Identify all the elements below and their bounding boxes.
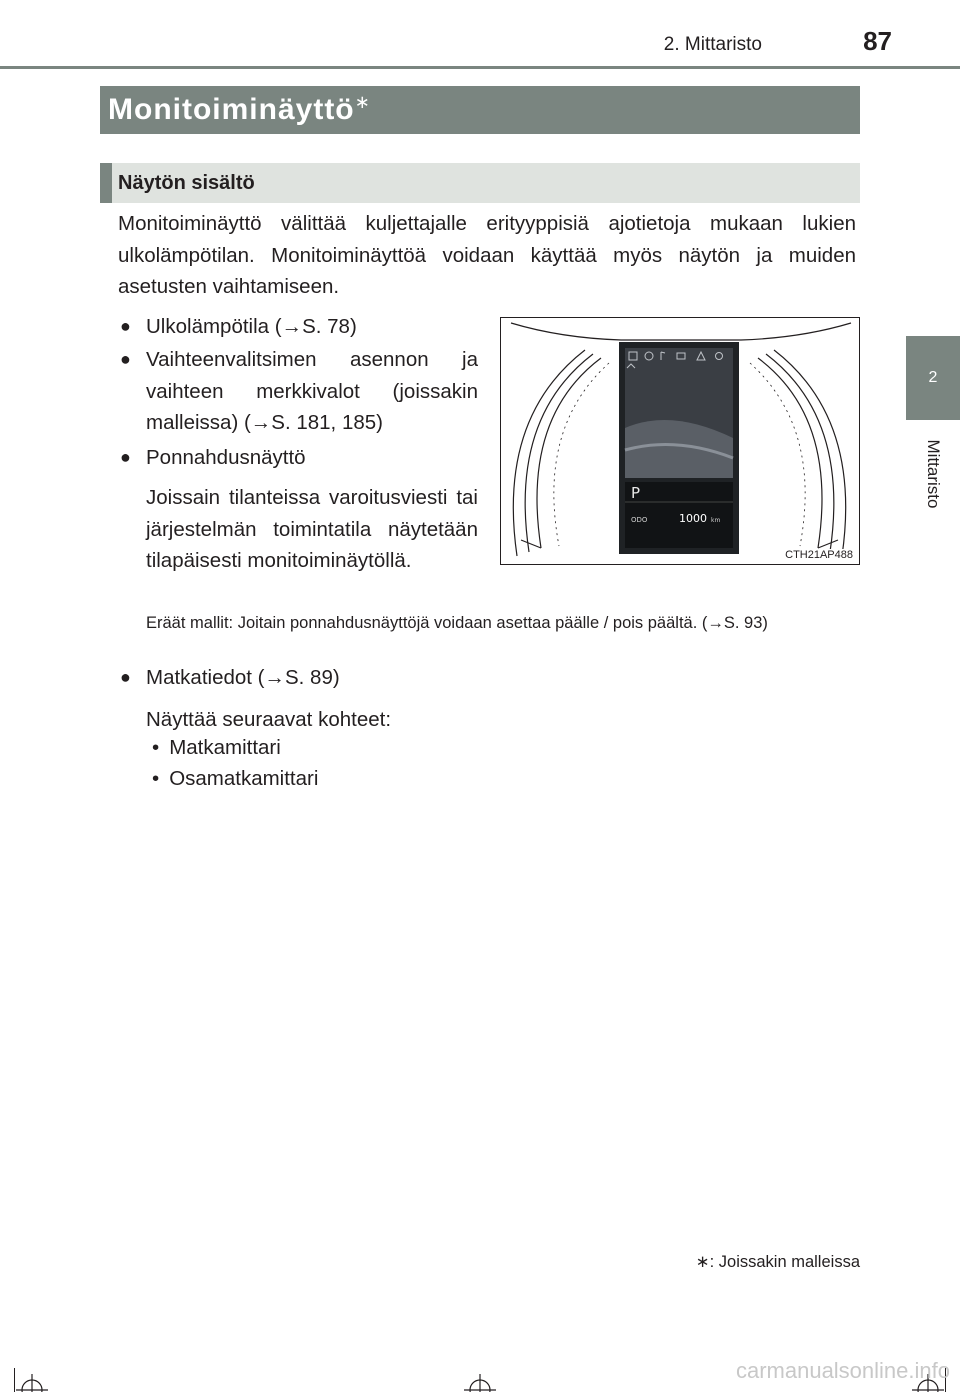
intro-paragraph: Monitoiminäyttö välittää kuljettajalle erityyppisiä ajotietoja mukaan lukien ulkolämpötilan. Monitoiminäyttöä voidaan käyttää myös näytön ja muiden asetusten vaihtamiseen. — [118, 212, 856, 298]
bullet-dot: ● — [120, 349, 131, 369]
bullet-item: ● Matkatiedot (→S. 89) — [120, 662, 520, 694]
side-tab-label: Mittaristo — [924, 439, 943, 509]
subheading: Näytön sisältö — [100, 163, 860, 203]
bullet-item: ● Ulkolämpötila (→S. 78) — [120, 311, 480, 343]
watermark: carmanualsonline.info — [735, 1358, 950, 1383]
page-number: 87 — [863, 26, 892, 56]
side-tab-number: 2 — [906, 336, 960, 420]
page-title: Monitoiminäyttö∗ — [100, 86, 860, 134]
bullet-item: ● Ponnahdusnäyttö — [120, 442, 480, 474]
sub-list-item: • Matkamittari — [152, 736, 281, 759]
bullet-dot: ● — [120, 447, 131, 467]
bullet-dot: ● — [120, 667, 131, 687]
instrument-cluster-illustration — [501, 318, 858, 563]
title-asterisk: ∗ — [354, 92, 371, 112]
instrument-cluster-figure — [500, 317, 860, 565]
sub-list-item: • Osamatkamittari — [152, 767, 319, 790]
gear-indicator: P — [631, 484, 641, 502]
popup-description: Joissain tilanteissa varoitusviesti tai järjestelmän toimintatila näytetään tilapäisesti monitoiminäytöllä. — [146, 486, 478, 572]
popup-note: Eräät mallit: Joitain ponnahdusnäyttöjä voidaan asettaa päälle / pois päältä. (→S. 93) — [146, 614, 768, 632]
header-section: 2. Mittaristo — [663, 34, 762, 55]
registration-mark-icon — [462, 1372, 498, 1392]
odo-unit: km — [711, 517, 721, 524]
figure-code: CTH21AP488 — [785, 549, 853, 561]
trip-description: Näyttää seuraavat kohteet: — [146, 708, 392, 731]
odo-value: 1000 — [679, 512, 707, 525]
registration-mark-icon — [14, 1372, 50, 1392]
bullet-dot: ● — [120, 316, 131, 336]
odo-label: ODO — [631, 516, 648, 524]
bullet-item: ● Vaihteenvalitsimen asennon ja vaihteen merkkivalot (joissakin malleissa) (→S. 181, 185) — [120, 344, 478, 440]
footnote: ∗: Joissakin malleissa — [695, 1253, 860, 1271]
header-rule — [0, 66, 960, 69]
